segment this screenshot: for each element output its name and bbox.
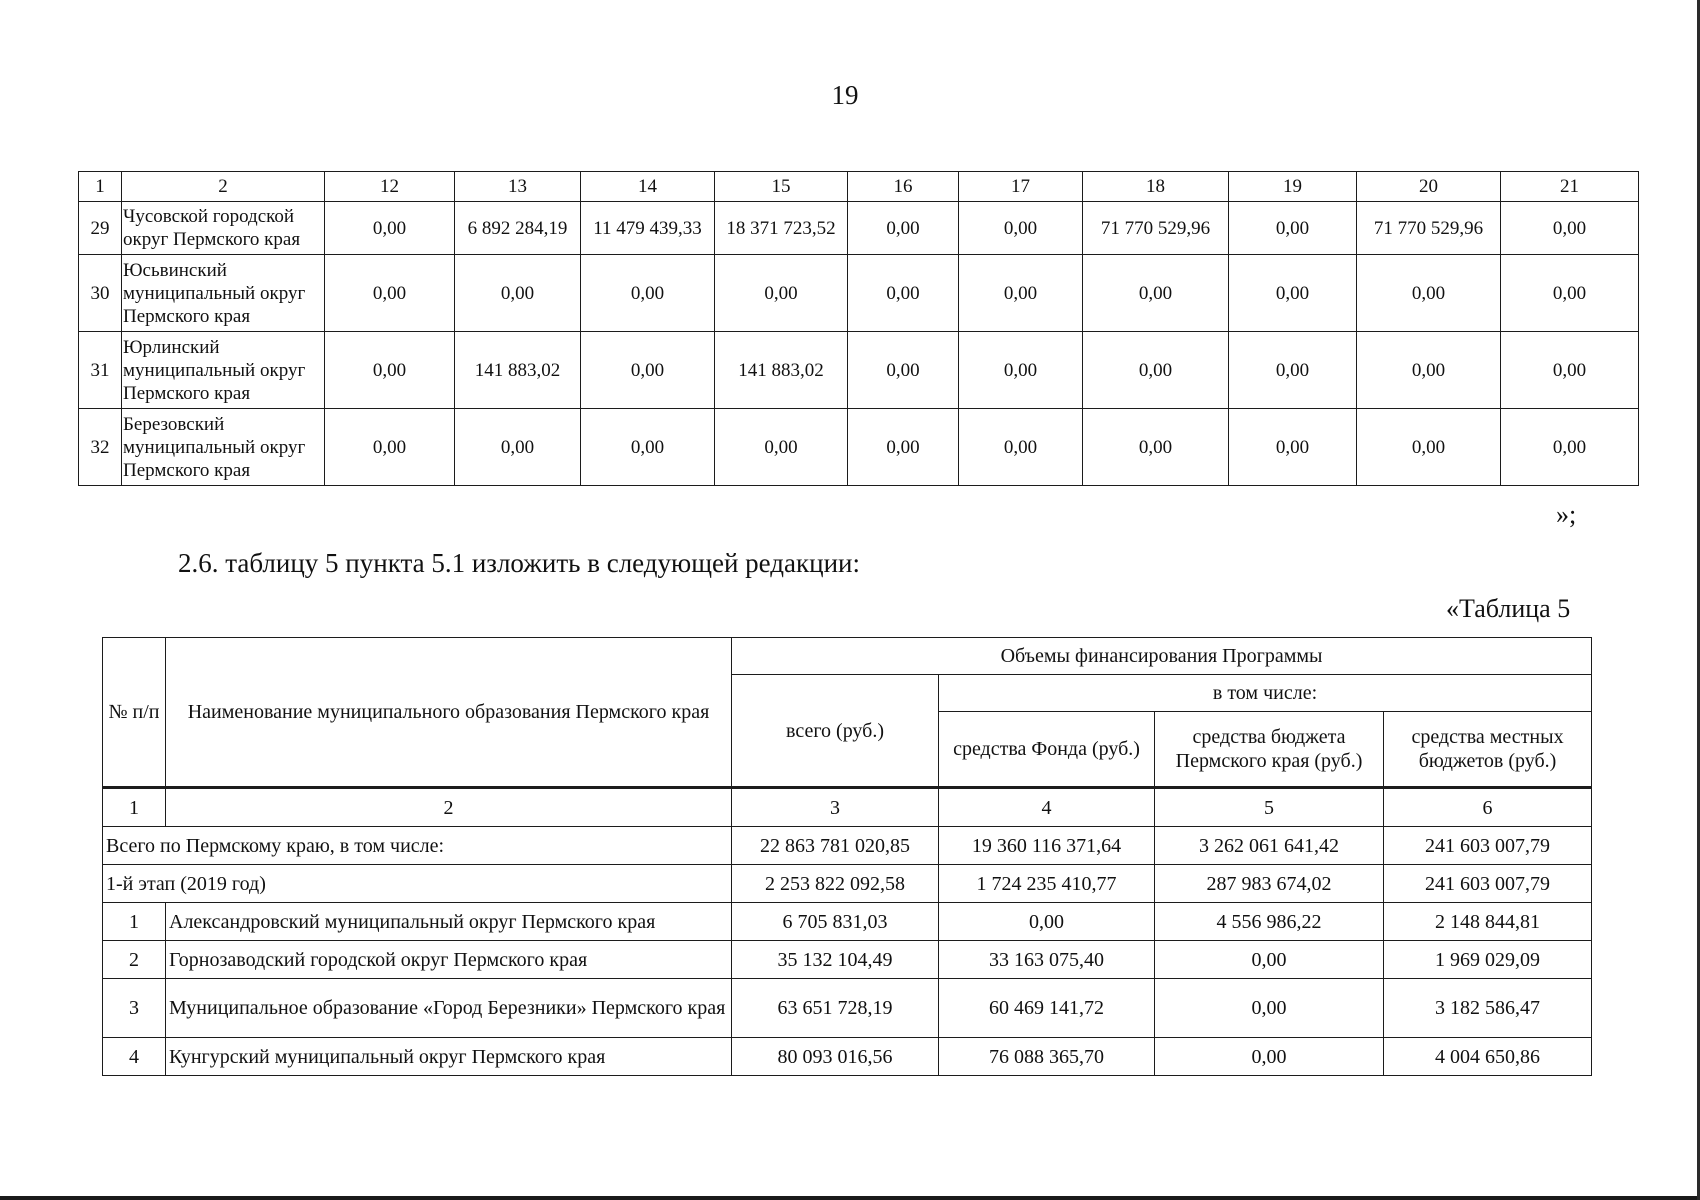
column-number: 2 [166,788,732,827]
cell-value: 141 883,02 [715,332,848,409]
table-row [103,979,1592,1038]
header-local-budgets: средства местных бюджетов (руб.) [1384,712,1592,788]
cell-value: 0,00 [959,255,1083,332]
column-number-row [103,788,1592,827]
column-number: 1 [103,788,166,827]
table-row [103,941,1592,979]
cell-value: 0,00 [325,202,455,255]
cell-value: 0,00 [715,255,848,332]
header-fund: средства Фонда (руб.) [939,712,1155,788]
row-number: 2 [103,941,166,979]
column-number: 15 [715,172,848,202]
table-row [79,255,1639,332]
cell-value: 0,00 [1357,409,1501,486]
cell-value: 0,00 [848,202,959,255]
row-number: 1 [103,903,166,941]
cell-value: 33 163 075,40 [939,941,1155,979]
header-name: Наименование муниципального образования Пермского края [166,638,732,788]
cell-value: 241 603 007,79 [1384,827,1592,865]
municipality-name: Александровский муниципальный округ Пермского края [166,903,732,941]
column-number: 12 [325,172,455,202]
cell-value: 241 603 007,79 [1384,865,1592,903]
municipality-name: Березовский муниципальный округ Пермского края [122,409,325,486]
cell-value: 0,00 [1155,1038,1384,1076]
header-total: всего (руб.) [732,675,939,788]
cell-value: 0,00 [1357,255,1501,332]
cell-value: 0,00 [848,332,959,409]
municipality-name: Кунгурский муниципальный округ Пермского края [166,1038,732,1076]
cell-value: 0,00 [325,255,455,332]
cell-value: 63 651 728,19 [732,979,939,1038]
cell-value: 0,00 [1155,941,1384,979]
column-number: 14 [581,172,715,202]
column-number: 6 [1384,788,1592,827]
cell-value: 0,00 [1155,979,1384,1038]
cell-value: 0,00 [1083,255,1229,332]
table-row [103,903,1592,941]
cell-value: 1 969 029,09 [1384,941,1592,979]
summary-label: 1-й этап (2019 год) [103,865,732,903]
cell-value: 71 770 529,96 [1083,202,1229,255]
financing-table [102,637,1592,1076]
header-number: № п/п [103,638,166,788]
cell-value: 0,00 [1501,202,1639,255]
cell-value: 0,00 [1501,255,1639,332]
row-number: 30 [79,255,122,332]
cell-value: 0,00 [715,409,848,486]
municipality-name: Горнозаводский городской округ Пермского края [166,941,732,979]
header-financing-group: Объемы финансирования Программы [732,638,1592,675]
cell-value: 0,00 [1229,202,1357,255]
cell-value: 0,00 [581,255,715,332]
row-number: 32 [79,409,122,486]
closing-quote: »; [1556,500,1577,529]
cell-value: 0,00 [325,409,455,486]
column-number: 2 [122,172,325,202]
cell-value: 0,00 [848,409,959,486]
cell-value: 0,00 [325,332,455,409]
column-number: 16 [848,172,959,202]
table-caption: «Таблица 5 [1446,594,1571,623]
municipality-name: Чусовской городской округ Пермского края [122,202,325,255]
summary-row [103,865,1592,903]
cell-value: 0,00 [1083,332,1229,409]
cell-value: 3 182 586,47 [1384,979,1592,1038]
scan-edge-bottom [0,1196,1700,1200]
row-number: 3 [103,979,166,1038]
column-number-row [79,172,1639,202]
cell-value: 71 770 529,96 [1357,202,1501,255]
row-number: 4 [103,1038,166,1076]
row-number: 29 [79,202,122,255]
municipality-name: Юсьвинский муниципальный округ Пермского края [122,255,325,332]
cell-value: 11 479 439,33 [581,202,715,255]
cell-value: 4 004 650,86 [1384,1038,1592,1076]
column-number: 21 [1501,172,1639,202]
column-number: 4 [939,788,1155,827]
summary-row [103,827,1592,865]
cell-value: 60 469 141,72 [939,979,1155,1038]
cell-value: 1 724 235 410,77 [939,865,1155,903]
cell-value: 0,00 [1501,332,1639,409]
cell-value: 6 892 284,19 [455,202,581,255]
summary-label: Всего по Пермскому краю, в том числе: [103,827,732,865]
cell-value: 0,00 [1501,409,1639,486]
cell-value: 0,00 [455,409,581,486]
table-row [79,202,1639,255]
cell-value: 0,00 [581,332,715,409]
instruction-paragraph: 2.6. таблицу 5 пункта 5.1 изложить в следующей редакции: [178,548,860,578]
cell-value: 19 360 116 371,64 [939,827,1155,865]
cell-value: 0,00 [959,332,1083,409]
cell-value: 6 705 831,03 [732,903,939,941]
cell-value: 22 863 781 020,85 [732,827,939,865]
cell-value: 0,00 [455,255,581,332]
municipality-name: Юрлинский муниципальный округ Пермского края [122,332,325,409]
column-number: 3 [732,788,939,827]
cell-value: 2 148 844,81 [1384,903,1592,941]
cell-value: 35 132 104,49 [732,941,939,979]
cell-value: 4 556 986,22 [1155,903,1384,941]
page-number: 19 [831,80,859,110]
cell-value: 3 262 061 641,42 [1155,827,1384,865]
cell-value: 18 371 723,52 [715,202,848,255]
cell-value: 0,00 [1229,255,1357,332]
column-number: 20 [1357,172,1501,202]
cell-value: 0,00 [581,409,715,486]
table-row [79,409,1639,486]
cell-value: 80 093 016,56 [732,1038,939,1076]
continuation-table [78,171,1639,486]
table-row [79,332,1639,409]
cell-value: 0,00 [1229,332,1357,409]
header-region-budget: средства бюджета Пермского края (руб.) [1155,712,1384,788]
header-including: в том числе: [939,675,1592,712]
cell-value: 0,00 [959,409,1083,486]
cell-value: 0,00 [1357,332,1501,409]
cell-value: 2 253 822 092,58 [732,865,939,903]
column-number: 13 [455,172,581,202]
cell-value: 0,00 [959,202,1083,255]
column-number: 1 [79,172,122,202]
cell-value: 0,00 [1229,409,1357,486]
cell-value: 287 983 674,02 [1155,865,1384,903]
cell-value: 0,00 [848,255,959,332]
municipality-name: Муниципальное образование «Город Березники» Пермского края [166,979,732,1038]
cell-value: 0,00 [1083,409,1229,486]
column-number: 17 [959,172,1083,202]
column-number: 19 [1229,172,1357,202]
cell-value: 76 088 365,70 [939,1038,1155,1076]
column-number: 5 [1155,788,1384,827]
cell-value: 0,00 [939,903,1155,941]
column-number: 18 [1083,172,1229,202]
cell-value: 141 883,02 [455,332,581,409]
row-number: 31 [79,332,122,409]
table-row [103,1038,1592,1076]
